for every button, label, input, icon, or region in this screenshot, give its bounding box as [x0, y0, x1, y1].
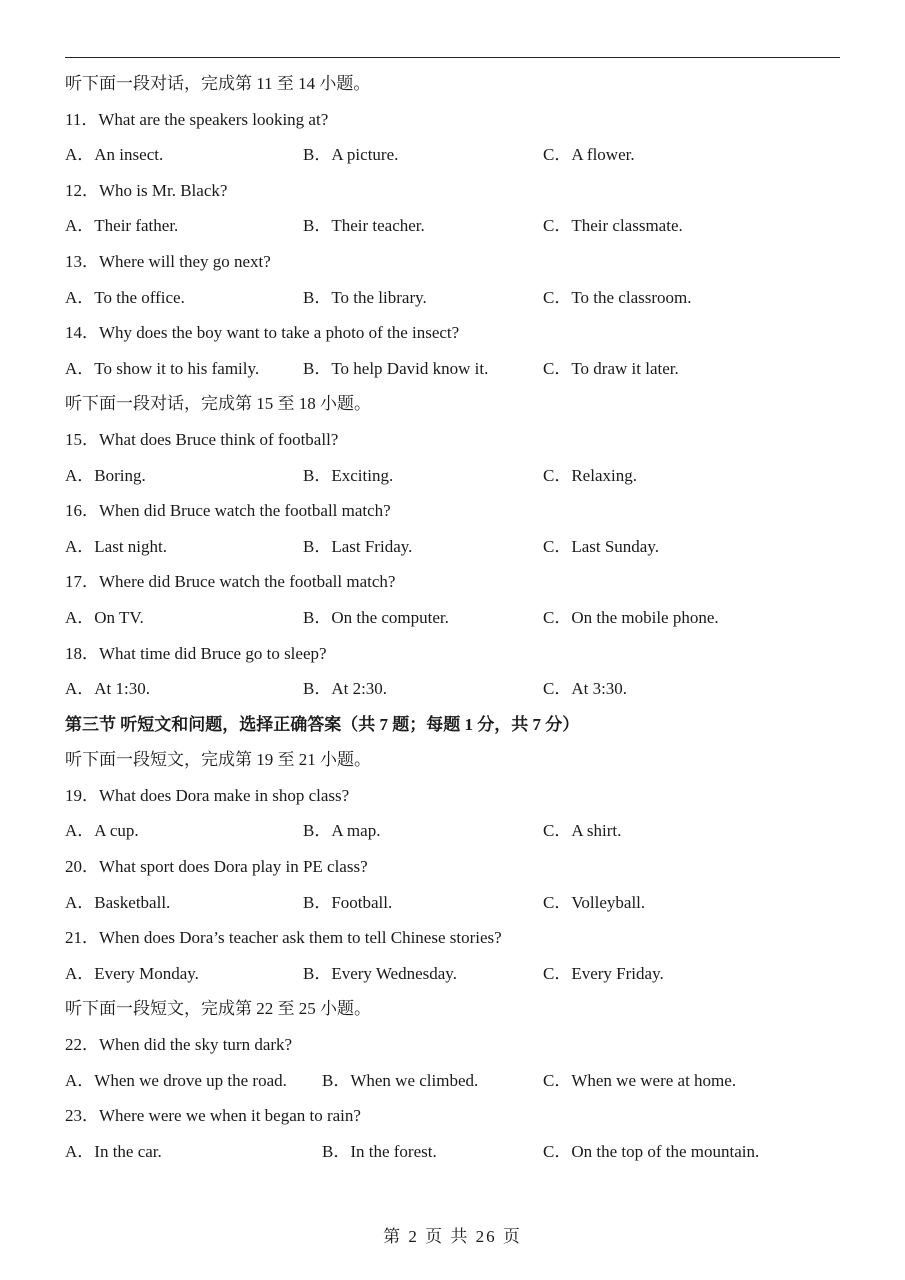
option-b: B．Every Wednesday.: [303, 963, 457, 983]
option-a: A．In the car.: [65, 1141, 162, 1161]
answer-options: [65, 885, 845, 921]
option-b: B．To help David know it.: [303, 358, 489, 378]
option-c: C．A flower.: [543, 145, 635, 165]
option-b: B．When we climbed.: [322, 1070, 479, 1090]
option-c: C．When we were at home.: [543, 1070, 737, 1090]
option-c: C．To the classroom.: [543, 287, 692, 307]
option-a: A．Their father.: [65, 216, 179, 236]
answer-options: [65, 137, 845, 173]
option-c: C．Their classmate.: [543, 216, 683, 236]
option-b: B．In the forest.: [322, 1141, 437, 1161]
answer-options: [65, 280, 845, 316]
option-a: A．To show it to his family.: [65, 358, 260, 378]
option-c: C．On the mobile phone.: [543, 607, 719, 627]
listening-instruction: 听下面一段短文，完成第 19 至 21 小题。: [65, 750, 371, 770]
question-text: 16．When did Bruce watch the football match?: [65, 501, 391, 521]
question-text: 18．What time did Bruce go to sleep?: [65, 643, 327, 663]
question-text: 19．What does Dora make in shop class?: [65, 785, 350, 805]
option-a: A．On TV.: [65, 607, 144, 627]
option-c: C．At 3:30.: [543, 679, 628, 699]
option-c: C．Every Friday.: [543, 963, 664, 983]
option-b: B．Exciting.: [303, 465, 394, 485]
answer-options: [65, 813, 845, 849]
answer-options: [65, 956, 845, 992]
option-b: B．Football.: [303, 892, 393, 912]
option-b: B．A map.: [303, 821, 381, 841]
option-a: A．To the office.: [65, 287, 185, 307]
listening-instruction: 听下面一段短文，完成第 22 至 25 小题。: [65, 999, 371, 1019]
question-text: 13．Where will they go next?: [65, 251, 271, 271]
option-b: B．On the computer.: [303, 607, 449, 627]
question-text: 15．What does Bruce think of football?: [65, 429, 339, 449]
option-c: C．Relaxing.: [543, 465, 637, 485]
option-a: A．Every Monday.: [65, 963, 199, 983]
option-a: A．A cup.: [65, 821, 139, 841]
question-text: 14．Why does the boy want to take a photo of the insect?: [65, 323, 460, 343]
question-text: 17．Where did Bruce watch the football match?: [65, 572, 396, 592]
answer-options: [65, 1134, 845, 1170]
option-a: A．Boring.: [65, 465, 146, 485]
question-text: 11．What are the speakers looking at?: [65, 109, 329, 129]
question-text: 23．Where were we when it began to rain?: [65, 1106, 361, 1126]
option-a: A．When we drove up the road.: [65, 1070, 287, 1090]
answer-options: [65, 458, 845, 494]
page-footer: 第 2 页 共 26 页: [383, 1227, 522, 1246]
section-heading: 第三节 听短文和问题，选择正确答案（共 7 题；每题 1 分，共 7 分）: [65, 714, 580, 734]
listening-instruction: 听下面一段对话，完成第 11 至 14 小题。: [65, 74, 371, 93]
option-b: B．Their teacher.: [303, 216, 425, 236]
answer-options: [65, 671, 845, 707]
header-rule: [65, 57, 840, 58]
question-text: 21．When does Dora’s teacher ask them to tell Chinese stories?: [65, 928, 502, 948]
answer-options: [65, 1063, 845, 1099]
answer-options: [65, 351, 845, 387]
question-text: 20．What sport does Dora play in PE class?: [65, 857, 368, 877]
option-b: B．Last Friday.: [303, 536, 413, 556]
page-content: [65, 66, 845, 1169]
option-c: C．A shirt.: [543, 821, 622, 841]
answer-options: [65, 208, 845, 244]
option-a: A．Basketball.: [65, 892, 171, 912]
question-text: 22．When did the sky turn dark?: [65, 1035, 293, 1055]
listening-instruction: 听下面一段对话，完成第 15 至 18 小题。: [65, 394, 371, 414]
option-a: A．Last night.: [65, 536, 167, 556]
option-c: C．On the top of the mountain.: [543, 1141, 760, 1161]
answer-options: [65, 529, 845, 565]
option-a: A．At 1:30.: [65, 679, 150, 699]
question-text: 12．Who is Mr. Black?: [65, 180, 228, 200]
option-c: C．Volleyball.: [543, 892, 646, 912]
option-b: B．To the library.: [303, 287, 427, 307]
option-c: C．To draw it later.: [543, 358, 679, 378]
option-b: B．A picture.: [303, 145, 399, 165]
option-b: B．At 2:30.: [303, 679, 388, 699]
option-c: C．Last Sunday.: [543, 536, 660, 556]
option-a: A．An insect.: [65, 145, 164, 165]
answer-options: [65, 600, 845, 636]
